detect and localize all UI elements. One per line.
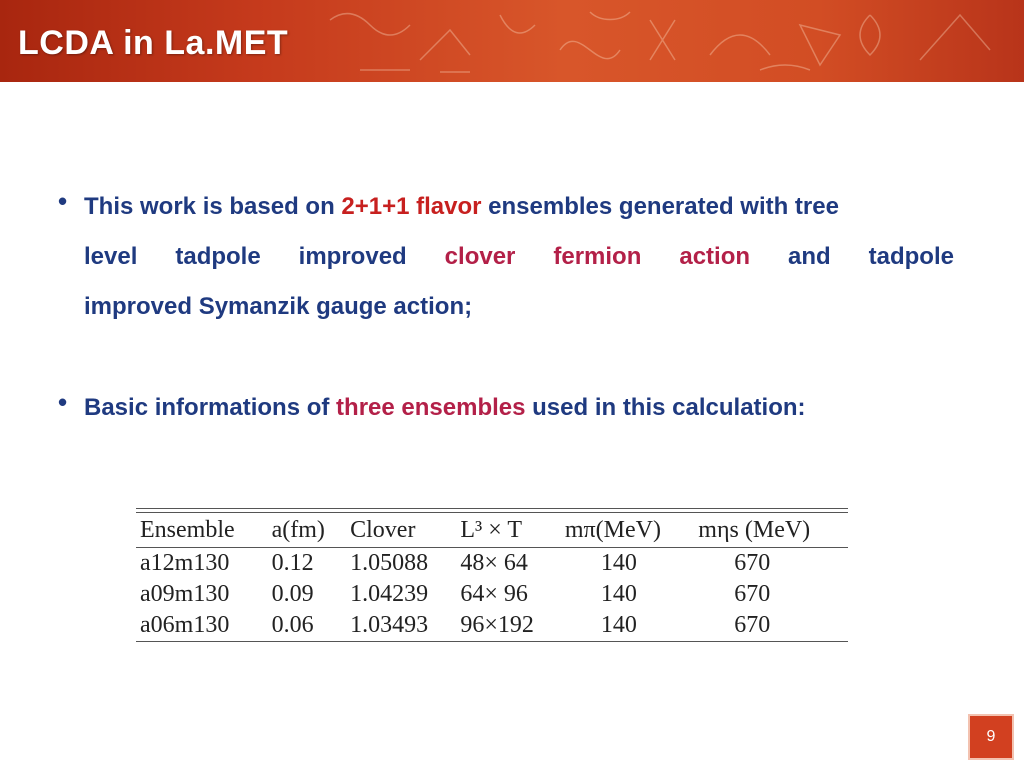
cell-ensemble: a12m130: [140, 550, 230, 576]
cell-a: 0.09: [271, 581, 314, 607]
table-body: [136, 548, 848, 642]
header-clover: Clover: [350, 516, 416, 543]
header-lattice-spacing: a(fm): [271, 516, 325, 543]
bullet-line-1: [84, 190, 958, 240]
word: level: [84, 243, 138, 270]
header-banner: [0, 0, 1024, 82]
highlight-clover: clover: [444, 243, 516, 270]
ensemble-table: [136, 513, 848, 641]
bullet-text: [84, 190, 958, 340]
slide-number-badge: 9: [970, 716, 1012, 758]
text-segment: ensembles generated with tree: [481, 193, 839, 220]
cell-volume: 48× 64: [460, 550, 528, 576]
highlight-three-ensembles: three ensembles: [336, 394, 526, 421]
cell-clover: 1.03493: [350, 612, 429, 638]
highlight-action: action: [679, 243, 751, 270]
header-volume: L³ × T: [460, 516, 522, 543]
cell-clover: 1.04239: [350, 581, 429, 607]
header-pion-mass: mπ(MeV): [564, 516, 661, 543]
cell-eta-s-mass: 670: [734, 581, 771, 607]
bullet-ensemble-info: [58, 186, 958, 340]
bullet-text: [84, 391, 958, 441]
bullet-ensembles-table-intro: [58, 387, 958, 441]
table-row: [136, 548, 848, 580]
table-header-row: [136, 513, 848, 548]
cell-a: 0.06: [271, 612, 314, 638]
header-ensemble: Ensemble: [140, 516, 235, 543]
cell-pion-mass: 140: [600, 612, 637, 638]
cell-volume: 96×192: [460, 612, 534, 638]
cell-ensemble: a06m130: [140, 612, 230, 638]
table-bottom-rule: [136, 641, 848, 642]
cell-pion-mass: 140: [600, 581, 637, 607]
header-eta-s-mass: mηs (MeV): [698, 516, 811, 543]
text-segment: Basic informations of: [84, 394, 337, 421]
word: tadpole: [868, 243, 954, 270]
bullet-dot-icon: •: [58, 387, 68, 417]
highlight-fermion: fermion: [553, 243, 642, 270]
bullet-dot-icon: •: [58, 186, 68, 216]
text-segment: used in this calculation:: [525, 394, 806, 421]
cell-eta-s-mass: 670: [734, 550, 771, 576]
table-row: [136, 610, 848, 641]
text-segment: This work is based on: [84, 193, 342, 220]
cell-volume: 64× 96: [460, 581, 528, 607]
cell-eta-s-mass: 670: [734, 612, 771, 638]
cell-ensemble: a09m130: [140, 581, 230, 607]
cell-a: 0.12: [271, 550, 314, 576]
highlight-flavor: 2+1+1 flavor: [341, 193, 482, 220]
bullet-line-2: [84, 240, 954, 290]
ensemble-table-container: [136, 508, 848, 642]
bullet-line-1: [84, 391, 958, 441]
bullet-line-3: improved Symanzik gauge action;: [84, 293, 473, 320]
cell-pion-mass: 140: [600, 550, 637, 576]
cell-clover: 1.05088: [350, 550, 429, 576]
word: improved: [298, 243, 407, 270]
word: tadpole: [175, 243, 261, 270]
word: and: [788, 243, 831, 270]
table-row: [136, 579, 848, 610]
page-title: LCDA in La.MET: [18, 24, 289, 62]
